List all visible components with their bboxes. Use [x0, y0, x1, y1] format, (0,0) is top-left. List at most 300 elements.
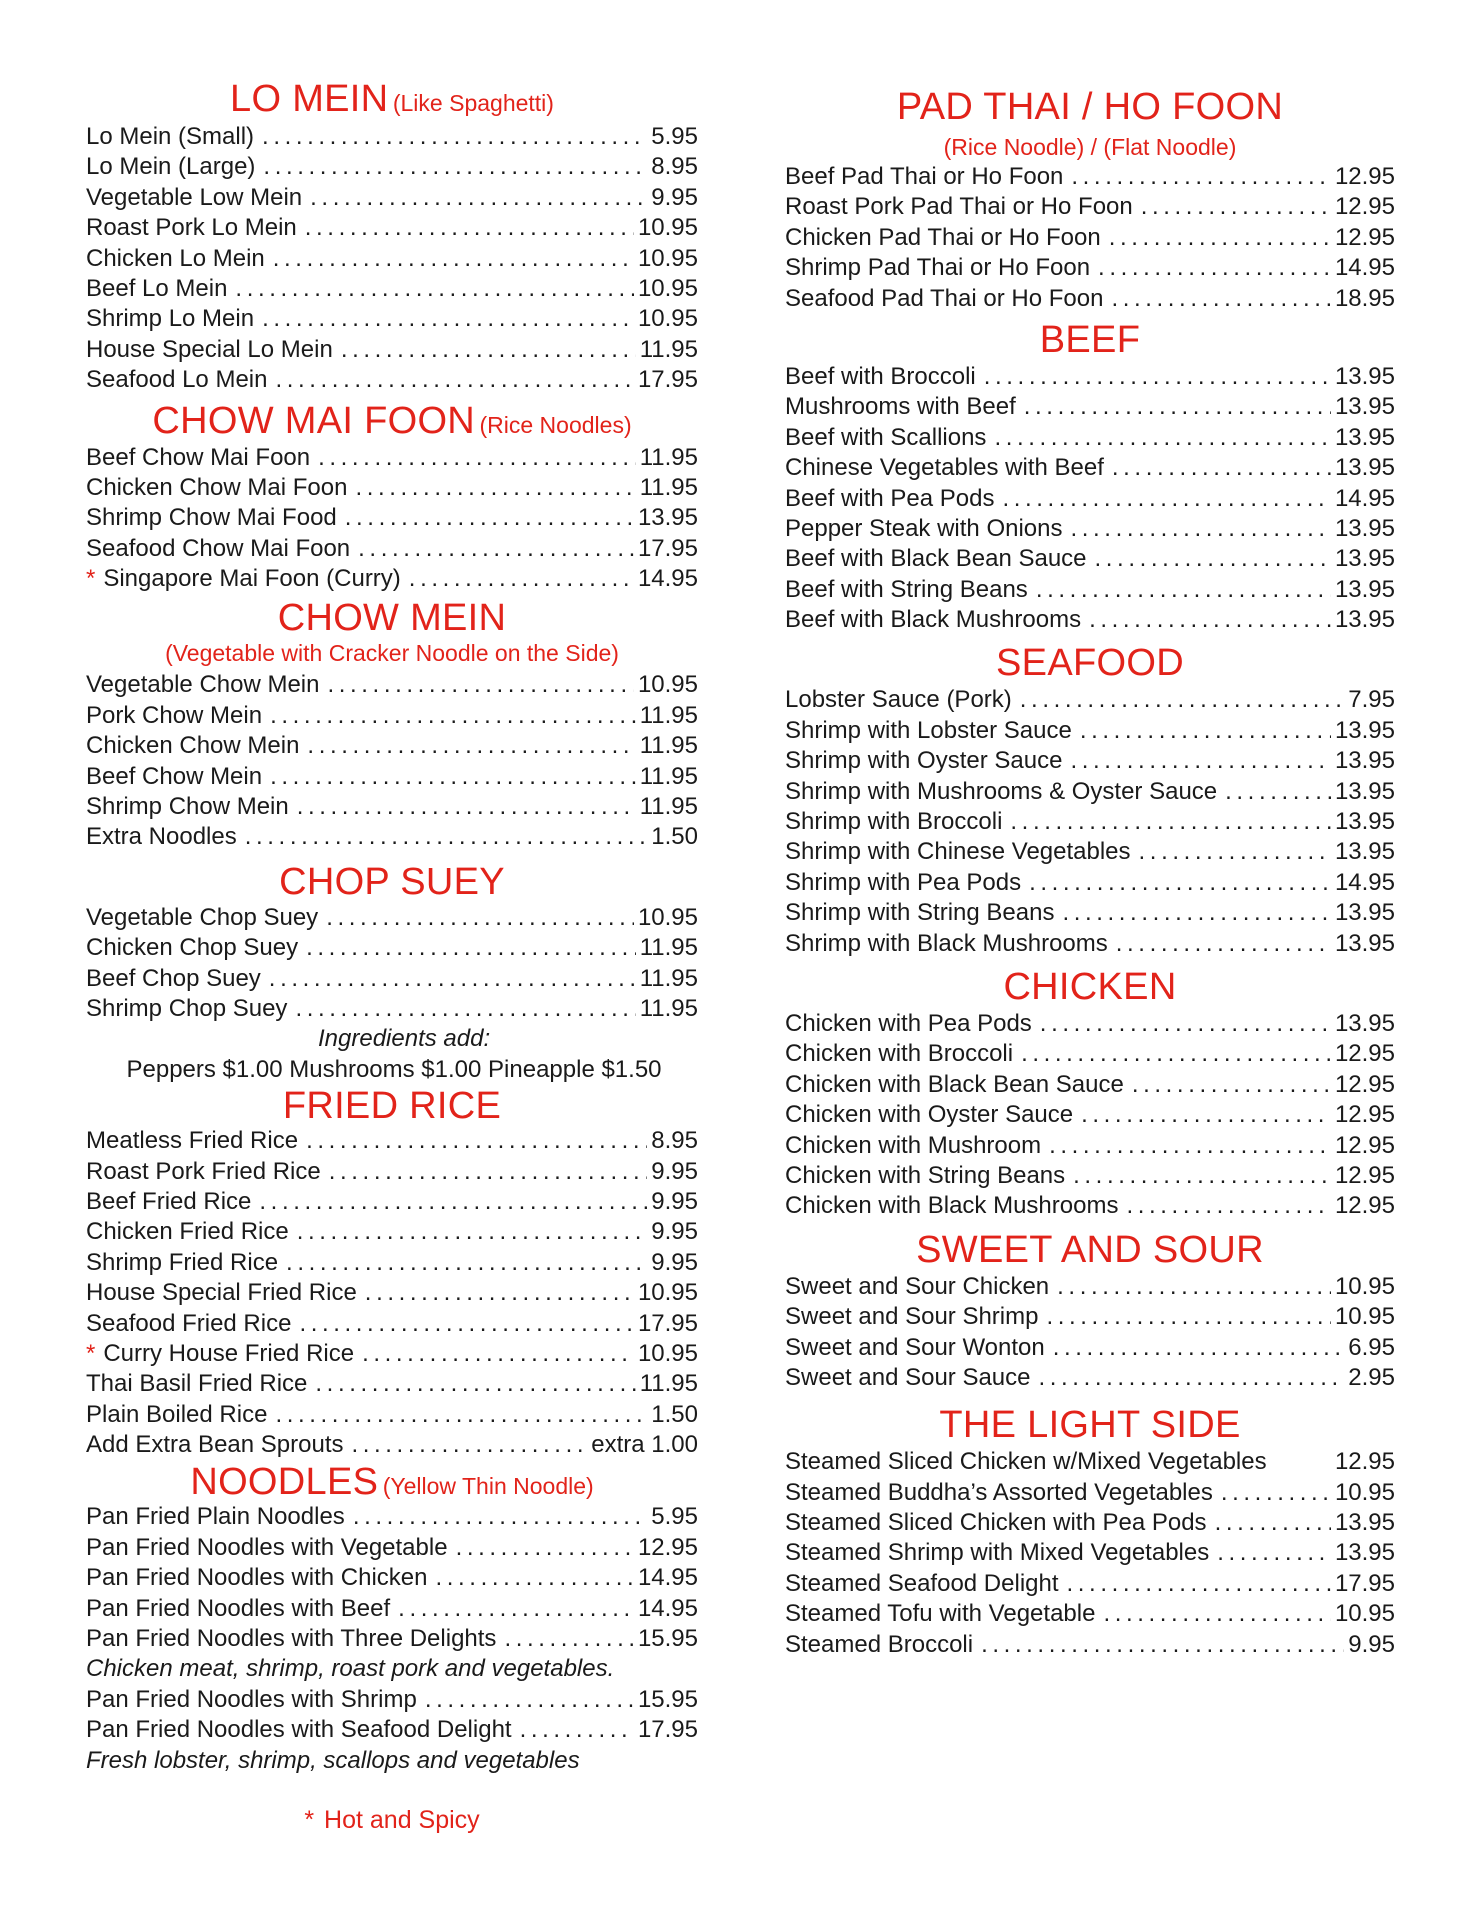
menu-item: [785, 423, 1395, 453]
menu-item-name: Meatless Fried Rice: [86, 1127, 299, 1155]
menu-item-price: 13.95: [637, 504, 698, 532]
dot-leader: [504, 1624, 634, 1654]
menu-item: [86, 964, 698, 994]
menu-item-name: House Special Lo Mein: [86, 335, 333, 363]
section-chicken: [785, 965, 1395, 1222]
dot-leader: [1112, 453, 1331, 483]
menu-item: [785, 453, 1395, 483]
menu-item-price: 12.95: [1334, 193, 1395, 221]
menu-item: [86, 213, 698, 243]
menu-item: [86, 1715, 698, 1745]
item-list: [86, 1502, 698, 1654]
menu-item: [86, 1430, 698, 1460]
section-subtitle: (Vegetable with Cracker Noodle on the Side): [165, 640, 619, 667]
menu-item-price: 18.95: [1334, 284, 1395, 312]
menu-item: [86, 1594, 698, 1624]
menu-item: [785, 1131, 1395, 1161]
menu-item: [86, 365, 698, 395]
section-title: SWEET AND SOUR: [916, 1228, 1264, 1271]
menu-item-price: 17.95: [637, 1309, 698, 1337]
dot-leader: [299, 1309, 633, 1339]
menu-item: [785, 223, 1395, 253]
menu-item: [86, 1400, 698, 1430]
dot-leader: [1010, 807, 1331, 837]
menu-item-price: 13.95: [1334, 808, 1395, 836]
menu-item: [86, 994, 698, 1024]
dot-leader: [286, 1248, 647, 1278]
menu-item-price: 11.95: [639, 732, 698, 760]
item-list: [785, 362, 1395, 636]
menu-item-price: 13.95: [1334, 393, 1395, 421]
menu-item-name: Lo Mein (Small): [86, 123, 255, 150]
menu-item-name: Pan Fried Noodles with Three Delights: [86, 1625, 497, 1653]
menu-item-price: 6.95: [1348, 1333, 1395, 1361]
menu-item-name: Lobster Sauce (Pork): [785, 686, 1012, 714]
dot-leader: [306, 933, 636, 963]
hot-spicy-star-icon: *: [304, 1806, 315, 1834]
menu-item-price: 1.50: [651, 1400, 698, 1428]
dot-leader: [275, 1400, 647, 1430]
menu-item: [785, 605, 1395, 635]
dot-leader: [341, 335, 636, 365]
menu-item-name: Chinese Vegetables with Beef: [785, 454, 1104, 482]
menu-item-name: Shrimp with Chinese Vegetables: [785, 838, 1131, 866]
menu-item-name: Steamed Buddha’s Assorted Vegetables: [785, 1478, 1213, 1506]
item-list: [86, 1126, 698, 1460]
menu-item-name: Pork Chow Mein: [86, 701, 263, 729]
dot-leader: [329, 1157, 648, 1187]
menu-item-price: 10.95: [637, 305, 698, 333]
dot-leader: [436, 1563, 634, 1593]
menu-item: [785, 777, 1395, 807]
menu-item-name: Extra Noodles: [86, 823, 237, 851]
menu-item-name: Pan Fried Noodles with Beef: [86, 1594, 391, 1622]
menu-item-name: Pan Fried Noodles with Seafood Delight: [86, 1716, 512, 1744]
menu-item-name: Shrimp with Broccoli: [785, 808, 1003, 836]
menu-item-price: 11.95: [639, 934, 698, 962]
ingredients-label: Ingredients add:: [318, 1025, 491, 1053]
section-title: THE LIGHT SIDE: [939, 1404, 1241, 1447]
section-chop-suey: [86, 861, 698, 1085]
dot-leader: [1215, 1508, 1331, 1538]
menu-item-name: Chicken Chow Mein: [86, 732, 300, 760]
menu-item-price: 17.95: [637, 366, 698, 394]
menu-item: [785, 1478, 1395, 1508]
section-header: [785, 1228, 1395, 1272]
menu-item-name: Shrimp with Mushrooms & Oyster Sauce: [785, 777, 1218, 805]
dot-leader: [1024, 392, 1331, 422]
seafood-delight-description: Fresh lobster, shrimp, scallops and vegetables: [86, 1746, 580, 1774]
dot-leader: [1221, 1478, 1331, 1508]
menu-item-name: Chicken with String Beans: [785, 1161, 1066, 1189]
menu-item-price: 11.95: [639, 443, 698, 471]
menu-item: [785, 162, 1395, 192]
menu-item-price: 1.50: [651, 823, 698, 851]
section-title: FRIED RICE: [282, 1085, 502, 1128]
menu-item: [86, 1157, 698, 1187]
menu-item: [785, 392, 1395, 422]
dot-leader: [1002, 484, 1330, 514]
menu-item: [785, 514, 1395, 544]
menu-item-name: Singapore Mai Foon (Curry): [103, 565, 401, 593]
menu-item-price: 13.95: [1334, 716, 1395, 744]
menu-item: [785, 1009, 1395, 1039]
dot-leader: [1029, 868, 1331, 898]
menu-item-name: Pan Fried Noodles with Vegetable: [86, 1533, 448, 1561]
section-title: NOODLES: [190, 1461, 379, 1504]
dot-leader: [520, 1715, 634, 1745]
menu-item: [86, 1533, 698, 1563]
menu-item: [86, 335, 698, 365]
menu-item-name: Seafood Chow Mai Foon: [86, 534, 351, 562]
menu-item-price: 5.95: [651, 1503, 698, 1531]
menu-item-name: Roast Pork Fried Rice: [86, 1157, 321, 1185]
section-fried-rice: [86, 1086, 698, 1460]
dot-leader: [1141, 192, 1331, 222]
menu-item-price: 13.95: [1334, 362, 1395, 390]
dot-leader: [398, 1594, 634, 1624]
section-note: (Rice Noodles): [479, 411, 632, 438]
menu-item-name: Lo Mein (Large): [86, 153, 256, 181]
menu-item-price: 15.95: [637, 1685, 698, 1713]
section-chow-mai-foon: [86, 400, 698, 595]
menu-item-price: 11.95: [639, 994, 698, 1022]
menu-item-name: Mushrooms with Beef: [785, 393, 1016, 421]
menu-item-price: 13.95: [1334, 1539, 1395, 1567]
menu-item: [785, 192, 1395, 222]
section-header: [86, 861, 698, 903]
menu-item-name: Beef Lo Mein: [86, 274, 228, 302]
section-title: LO MEIN: [230, 78, 389, 120]
menu-item: [785, 685, 1395, 715]
dot-leader: [270, 762, 636, 792]
dot-leader: [1039, 1363, 1345, 1393]
menu-item: [86, 1563, 698, 1593]
dot-leader: [351, 1430, 587, 1460]
menu-item-price: 7.95: [1348, 686, 1395, 714]
item-list: [86, 670, 698, 852]
section-title: CHOW MAI FOON: [152, 399, 476, 442]
dot-leader: [345, 503, 634, 533]
section-chow-mein: [86, 598, 698, 852]
section-title: CHICKEN: [1003, 965, 1177, 1008]
menu-item: [86, 1624, 698, 1654]
menu-item-name: Steamed Sliced Chicken w/Mixed Vegetables: [785, 1448, 1267, 1476]
menu-item: [86, 1248, 698, 1278]
menu-item-name: Chicken Pad Thai or Ho Foon: [785, 223, 1101, 251]
dot-leader: [1217, 1538, 1331, 1568]
section-subtitle: (Rice Noodle) / (Flat Noodle): [943, 134, 1237, 160]
menu-item-name: Seafood Lo Mein: [86, 366, 268, 394]
menu-item: [785, 1363, 1395, 1393]
menu-item-price: 13.95: [1334, 1509, 1395, 1537]
menu-item-name: Chicken Lo Mein: [86, 244, 265, 272]
dot-leader: [275, 365, 633, 395]
menu-item: [785, 1569, 1395, 1599]
menu-item-price: 12.95: [1334, 1192, 1395, 1220]
menu-item: [86, 443, 698, 473]
menu-item-name: Beef Chow Mai Foon: [86, 443, 311, 471]
menu-item-name: Chicken with Black Bean Sauce: [785, 1070, 1124, 1098]
item-list: [785, 1272, 1395, 1394]
menu-item-price: 11.95: [639, 793, 698, 821]
menu-item: [86, 1187, 698, 1217]
dot-leader: [273, 244, 634, 274]
menu-item-price: 12.95: [637, 1533, 698, 1561]
menu-item-price: 13.95: [1334, 423, 1395, 451]
menu-item: [86, 1309, 698, 1339]
menu-item-price: 12.95: [1334, 1161, 1395, 1189]
menu-item: [785, 484, 1395, 514]
section-note: (Yellow Thin Noodle): [382, 1473, 594, 1500]
dot-leader: [353, 1502, 647, 1532]
menu-item-name: Chicken with Mushroom: [785, 1131, 1042, 1159]
menu-item-price: 12.95: [1334, 1448, 1395, 1476]
menu-item: [785, 1272, 1395, 1302]
dot-leader: [297, 1217, 648, 1247]
menu-item-price: 10.95: [1334, 1600, 1395, 1628]
menu-item-name: Add Extra Bean Sprouts: [86, 1431, 344, 1459]
menu-item: [86, 122, 698, 152]
dot-leader: [1111, 284, 1331, 314]
menu-item-price: 10.95: [637, 1339, 698, 1367]
menu-item-price: 12.95: [1334, 1070, 1395, 1098]
dot-leader: [295, 994, 635, 1024]
menu-item-price: 12.95: [1334, 1040, 1395, 1068]
menu-item-price: 17.95: [637, 534, 698, 562]
menu-item: [785, 544, 1395, 574]
menu-item-price: 10.95: [637, 214, 698, 242]
menu-item: [86, 564, 698, 594]
menu-item: [86, 1278, 698, 1308]
menu-item: [785, 1630, 1395, 1660]
menu-item-price: 11.95: [639, 335, 698, 363]
menu-item: [86, 1339, 698, 1369]
menu-item: [86, 762, 698, 792]
dot-leader: [456, 1533, 634, 1563]
menu-item-price: 8.95: [651, 1127, 698, 1155]
menu-item-name: Beef Fried Rice: [86, 1187, 252, 1215]
menu-item: [86, 183, 698, 213]
menu-item-name: Beef Pad Thai or Ho Foon: [785, 163, 1064, 190]
dot-leader: [1057, 1272, 1331, 1302]
menu-item: [785, 1039, 1395, 1069]
menu-item-name: Chicken with Broccoli: [785, 1040, 1014, 1068]
menu-item: [86, 1369, 698, 1399]
menu-item: [86, 822, 698, 852]
menu-item-price: 13.95: [1334, 929, 1395, 957]
menu-item-name: Vegetable Low Mein: [86, 183, 303, 211]
right-column: [785, 0, 1395, 1660]
menu-item: [86, 304, 698, 334]
dot-leader: [1040, 1009, 1331, 1039]
menu-item: [785, 807, 1395, 837]
menu-item-price: 13.95: [1334, 1009, 1395, 1037]
menu-item: [86, 792, 698, 822]
section-header: [86, 1086, 698, 1126]
dot-leader: [263, 152, 647, 182]
dot-leader: [297, 792, 636, 822]
dot-leader: [1071, 162, 1331, 192]
menu-item: [86, 274, 698, 304]
menu-item-price: 10.95: [1334, 1272, 1395, 1300]
menu-item-name: Chicken with Oyster Sauce: [785, 1101, 1074, 1129]
menu-item-name: Beef with Pea Pods: [785, 484, 995, 512]
section-header: [86, 80, 698, 122]
menu-item-price: 10.95: [1334, 1478, 1395, 1506]
section-header: [86, 1462, 698, 1502]
menu-item-name: Shrimp with Oyster Sauce: [785, 747, 1063, 775]
dot-leader: [365, 1278, 634, 1308]
menu-item: [86, 1217, 698, 1247]
menu-item-name: Steamed Shrimp with Mixed Vegetables: [785, 1539, 1210, 1567]
menu-item-price: 15.95: [637, 1625, 698, 1653]
dot-leader: [307, 731, 635, 761]
menu-item: [86, 473, 698, 503]
dot-leader: [358, 534, 634, 564]
menu-item-price: 12.95: [1334, 1131, 1395, 1159]
dot-leader: [1095, 544, 1331, 574]
dot-leader: [1067, 1569, 1331, 1599]
item-list: [86, 122, 698, 396]
menu-item-price: 5.95: [651, 123, 698, 150]
section-header: [785, 965, 1395, 1009]
menu-item-name: Shrimp Lo Mein: [86, 305, 255, 333]
menu-item-name: Curry House Fried Rice: [103, 1339, 355, 1367]
section-pad-thai: [785, 0, 1395, 314]
section-seafood: [785, 641, 1395, 959]
menu-item: [785, 1161, 1395, 1191]
dot-leader: [1049, 1131, 1331, 1161]
dot-leader: [1036, 575, 1331, 605]
left-column: [86, 0, 698, 1776]
menu-item-price: 13.95: [1334, 545, 1395, 573]
menu-item-name: Shrimp with Black Mushrooms: [785, 929, 1108, 957]
menu-item-name: Shrimp Chop Suey: [86, 994, 288, 1022]
menu-item-price: 10.95: [637, 274, 698, 302]
dot-leader: [1089, 605, 1331, 635]
dot-leader: [1020, 685, 1345, 715]
menu-item: [86, 933, 698, 963]
menu-item-name: Shrimp with String Beans: [785, 899, 1055, 927]
menu-item-price: 11.95: [639, 964, 698, 992]
menu-item-name: Steamed Tofu with Vegetable: [785, 1600, 1096, 1628]
section-note: (Like Spaghetti): [392, 90, 554, 116]
menu-item-name: Beef with String Beans: [785, 575, 1028, 603]
menu-item-name: Beef with Black Mushrooms: [785, 606, 1082, 634]
dot-leader: [269, 964, 636, 994]
menu-item-price: 17.95: [637, 1716, 698, 1744]
menu-item-name: Shrimp Fried Rice: [86, 1248, 279, 1276]
section-title: CHOW MEIN: [277, 597, 507, 640]
menu-item-price: 11.95: [639, 762, 698, 790]
menu-item-price: 13.95: [1334, 838, 1395, 866]
section-header: [86, 400, 698, 443]
item-list: [785, 685, 1395, 959]
section-title: BEEF: [1039, 318, 1141, 361]
dot-leader: [235, 274, 634, 304]
menu-item-price: 10.95: [637, 1279, 698, 1307]
menu-item-name: House Special Fried Rice: [86, 1279, 357, 1307]
section-header: [785, 88, 1395, 132]
dot-leader: [1071, 514, 1331, 544]
menu-item: [785, 929, 1395, 959]
three-delights-description: Chicken meat, shrimp, roast pork and vegetables.: [86, 1655, 615, 1683]
dot-leader: [1132, 1070, 1331, 1100]
menu-item-price: 10.95: [637, 244, 698, 272]
menu-item-name: Beef Chop Suey: [86, 964, 261, 992]
menu-item-name: Plain Boiled Rice: [86, 1400, 268, 1428]
menu-item-name: Steamed Seafood Delight: [785, 1569, 1059, 1597]
menu-item: [86, 701, 698, 731]
menu-item: [86, 670, 698, 700]
menu-item-price: 13.95: [1334, 899, 1395, 927]
menu-item: [785, 868, 1395, 898]
section-title: PAD THAI / HO FOON: [896, 86, 1284, 128]
section-noodles: [86, 1462, 698, 1776]
item-list: [785, 1009, 1395, 1222]
menu-item-price: 9.95: [651, 183, 698, 211]
dot-leader: [984, 362, 1331, 392]
hot-spicy-star-icon: *: [86, 565, 96, 593]
menu-item-price: 12.95: [1334, 163, 1395, 190]
menu-item-name: Thai Basil Fried Rice: [86, 1370, 308, 1398]
menu-item: [785, 1447, 1395, 1477]
ingredients-line: Peppers $1.00 Mushrooms $1.00 Pineapple $1.50: [126, 1055, 662, 1083]
section-sweet-and-sour: [785, 1228, 1395, 1394]
dot-leader: [1073, 1161, 1331, 1191]
menu-item: [785, 253, 1395, 283]
menu-item-price: 9.95: [651, 1187, 698, 1215]
dot-leader: [425, 1685, 634, 1715]
menu-item-name: Vegetable Chow Mein: [86, 671, 320, 699]
menu-item: [785, 1538, 1395, 1568]
dot-leader: [1139, 837, 1331, 867]
dot-leader: [1098, 253, 1331, 283]
menu-item: [86, 1685, 698, 1715]
dot-leader: [981, 1630, 1344, 1660]
menu-item-price: 13.95: [1334, 777, 1395, 805]
item-list: [86, 903, 698, 1025]
menu-item-price: 14.95: [1334, 484, 1395, 512]
menu-item-price: 14.95: [637, 1564, 698, 1592]
menu-item-price: 11.95: [639, 1370, 698, 1398]
menu-item: [785, 362, 1395, 392]
menu-item: [785, 898, 1395, 928]
item-list: [86, 443, 698, 595]
menu-item-name: Chicken Fried Rice: [86, 1218, 289, 1246]
dot-leader: [270, 701, 636, 731]
menu-item-name: Shrimp Pad Thai or Ho Foon: [785, 254, 1091, 282]
dot-leader: [1021, 1039, 1331, 1069]
menu-item-price: 10.95: [637, 903, 698, 931]
menu-item: [785, 1070, 1395, 1100]
menu-item: [785, 1599, 1395, 1629]
menu-item-price: 13.95: [1334, 747, 1395, 775]
menu-item-name: Chicken with Black Mushrooms: [785, 1192, 1119, 1220]
dot-leader: [1062, 898, 1330, 928]
dot-leader: [262, 122, 647, 152]
dot-leader: [1080, 716, 1331, 746]
section-beef: [785, 318, 1395, 636]
dot-leader: [1053, 1333, 1345, 1363]
menu-item-name: Beef with Scallions: [785, 423, 987, 451]
dot-leader: [318, 443, 636, 473]
menu-item-name: Beef with Black Bean Sauce: [785, 545, 1087, 573]
menu-item: [86, 731, 698, 761]
dot-leader: [1070, 746, 1331, 776]
menu-item: [86, 1502, 698, 1532]
